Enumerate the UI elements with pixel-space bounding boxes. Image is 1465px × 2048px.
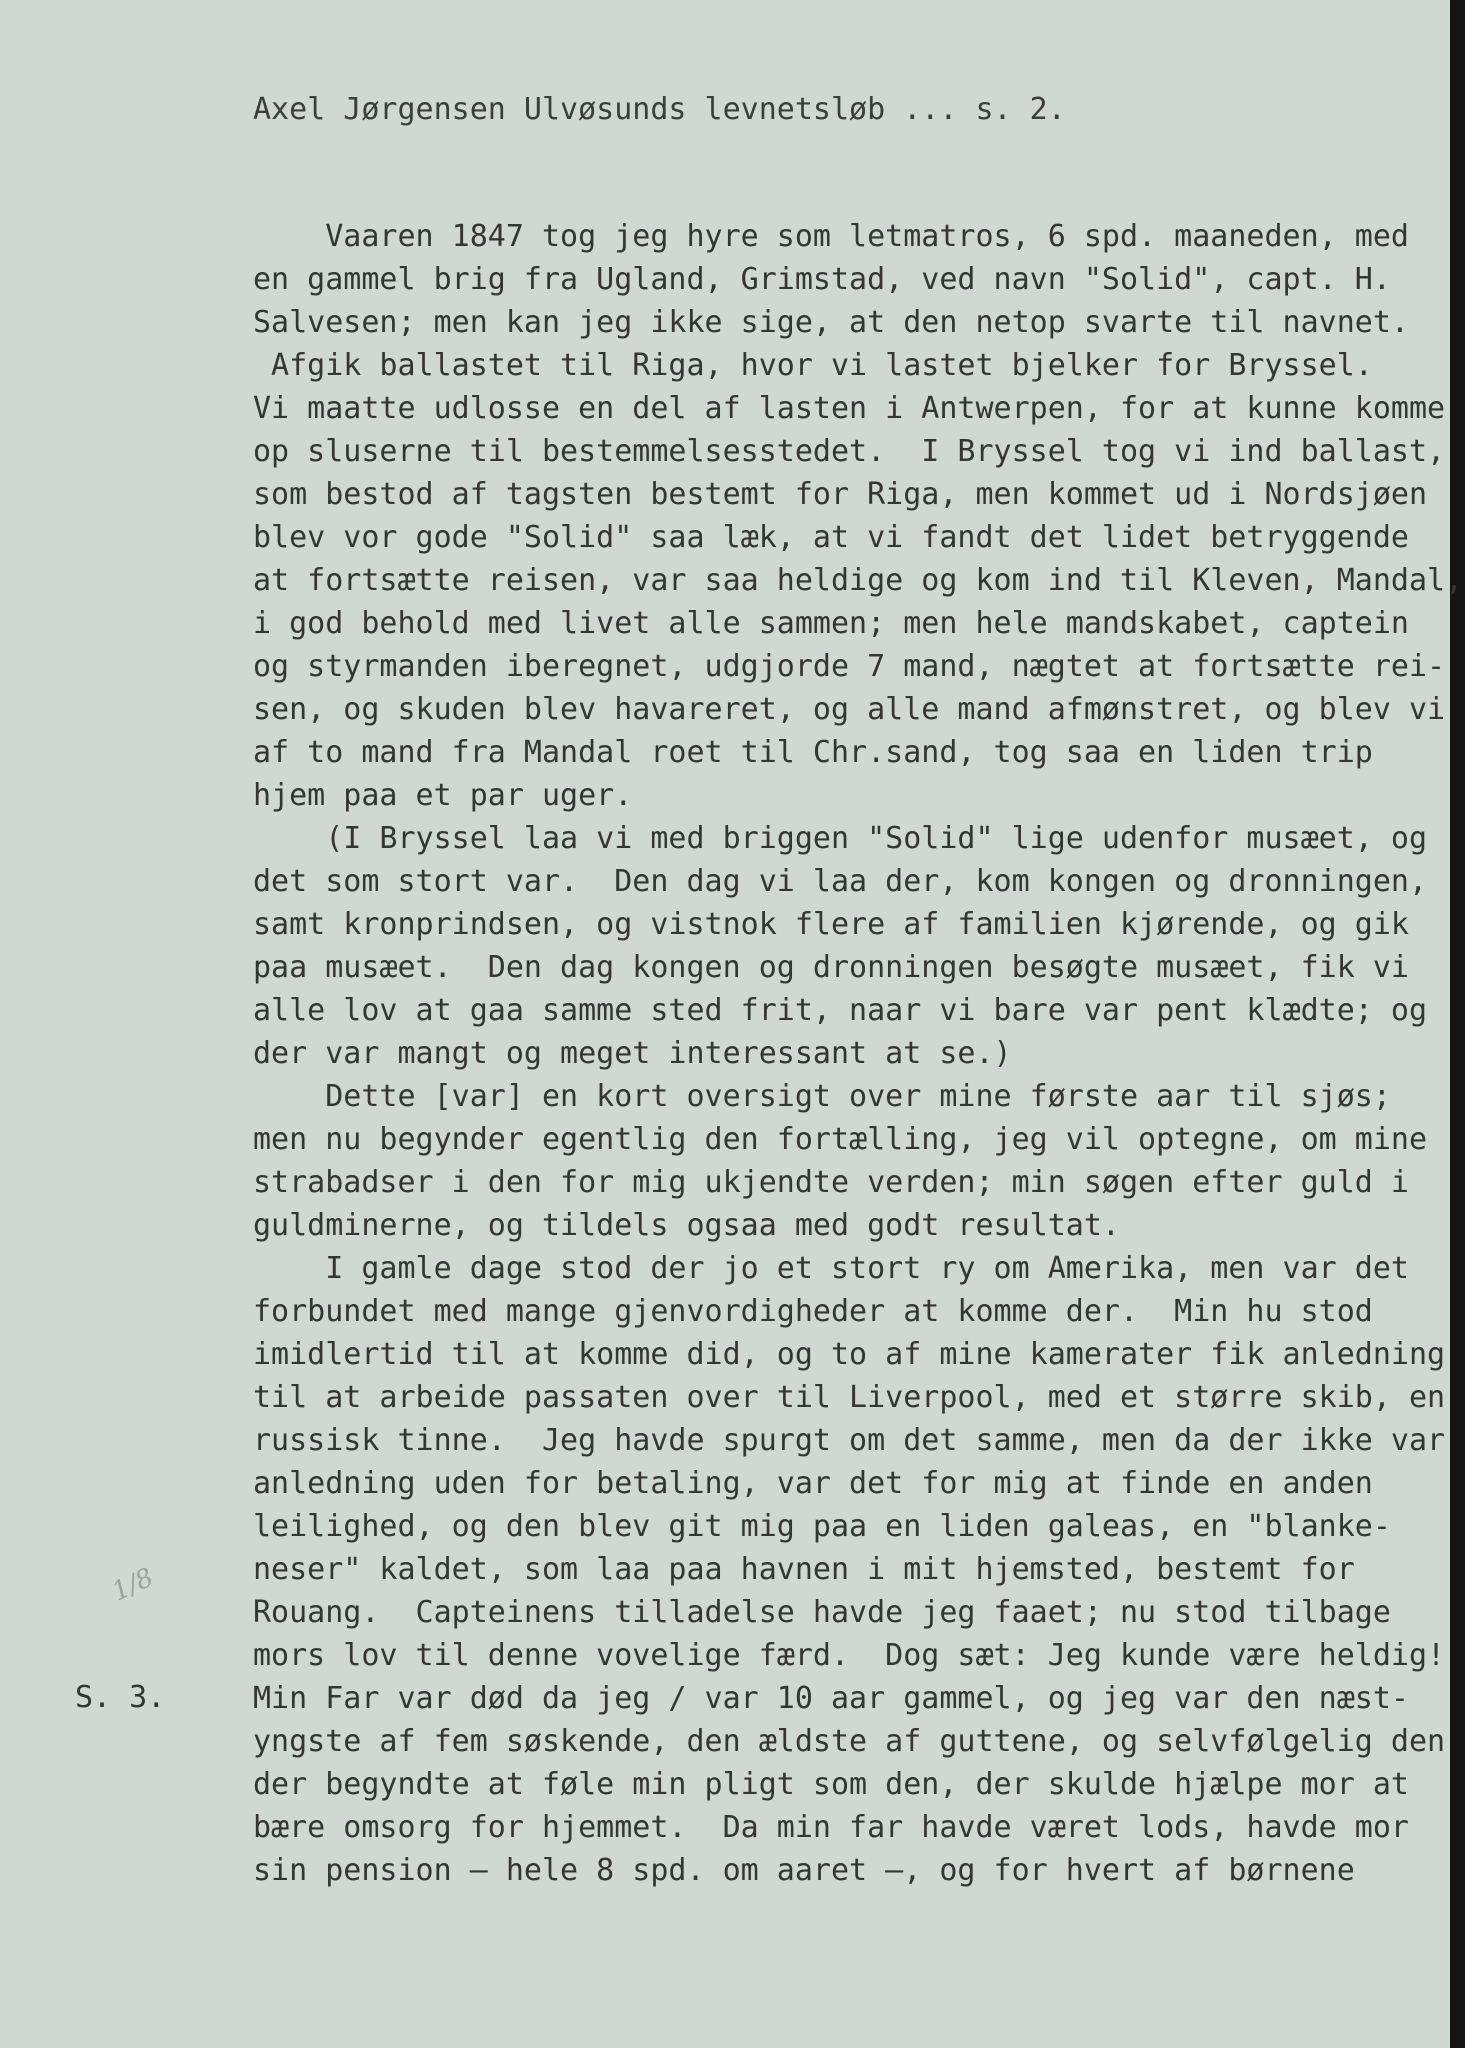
text-line: sen, og skuden blev havareret, og alle mand afmønstret, og blev vi bbox=[253, 692, 1446, 727]
text-line: forbundet med mange gjenvordigheder at komme der. Min hu stod bbox=[253, 1294, 1373, 1329]
text-line: hjem paa et par uger. bbox=[253, 778, 633, 813]
text-line: men nu begynder egentlig den fortælling, jeg vil optegne, om mine bbox=[253, 1122, 1427, 1157]
margin-page-note: S. 3. bbox=[75, 1680, 166, 1715]
text-line: russisk tinne. Jeg havde spurgt om det samme, men da der ikke var bbox=[253, 1423, 1446, 1458]
text-line: og styrmanden iberegnet, udgjorde 7 mand, nægtet at fortsætte rei- bbox=[253, 649, 1446, 684]
text-line: imidlertid til at komme did, og to af mine kamerater fik anledning bbox=[253, 1337, 1446, 1372]
text-line: sin pension — hele 8 spd. om aaret —, og for hvert af børnene bbox=[253, 1853, 1355, 1888]
text-line: det som stort var. Den dag vi laa der, kom kongen og dronningen, bbox=[253, 864, 1427, 899]
text-line: samt kronprindsen, og vistnok flere af familien kjørende, og gik bbox=[253, 907, 1409, 942]
text-line: strabadser i den for mig ukjendte verden; min søgen efter guld i bbox=[253, 1165, 1409, 1200]
text-line: i god behold med livet alle sammen; men hele mandskabet, captein bbox=[253, 606, 1409, 641]
text-line: Vaaren 1847 tog jeg hyre som letmatros, 6 spd. maaneden, med bbox=[253, 219, 1409, 254]
text-line: en gammel brig fra Ugland, Grimstad, ved navn "Solid", capt. H. bbox=[253, 262, 1391, 297]
text-line: leilighed, og den blev git mig paa en liden galeas, en "blanke- bbox=[253, 1509, 1391, 1544]
text-line: guldminerne, og tildels ogsaa med godt resultat. bbox=[253, 1208, 1120, 1243]
text-line: Afgik ballastet til Riga, hvor vi lastet bjelker for Bryssel. bbox=[253, 348, 1373, 383]
text-line: Rouang. Capteinens tilladelse havde jeg faaet; nu stod tilbage bbox=[253, 1595, 1391, 1630]
text-line: Vi maatte udlosse en del af lasten i Antwerpen, for at kunne komme bbox=[253, 391, 1446, 426]
text-line: der var mangt og meget interessant at se.) bbox=[253, 1036, 1012, 1071]
text-line: alle lov at gaa samme sted frit, naar vi bare var pent klædte; og bbox=[253, 993, 1427, 1028]
text-line: Dette [var] en kort oversigt over mine første aar til sjøs; bbox=[253, 1079, 1391, 1114]
text-line: Min Far var død da jeg / var 10 aar gammel, og jeg var den næst- bbox=[253, 1681, 1409, 1716]
text-line: at fortsætte reisen, var saa heldige og kom ind til Kleven, Mandal, bbox=[253, 563, 1464, 598]
text-line: bære omsorg for hjemmet. Da min far havde været lods, havde mor bbox=[253, 1810, 1409, 1845]
text-line: som bestod af tagsten bestemt for Riga, men kommet ud i Nordsjøen bbox=[253, 477, 1427, 512]
text-line: anledning uden for betaling, var det for mig at finde en anden bbox=[253, 1466, 1373, 1501]
text-line: af to mand fra Mandal roet til Chr.sand, tog saa en liden trip bbox=[253, 735, 1373, 770]
text-line: (I Bryssel laa vi med briggen "Solid" lige udenfor musæet, og bbox=[253, 821, 1427, 856]
text-line: yngste af fem søskende, den ældste af guttene, og selvfølgelig den bbox=[253, 1724, 1446, 1759]
page-header: Axel Jørgensen Ulvøsunds levnetsløb ... s. 2. bbox=[253, 92, 1066, 127]
text-line: der begyndte at føle min pligt som den, der skulde hjælpe mor at bbox=[253, 1767, 1409, 1802]
text-line: til at arbeide passaten over til Liverpool, med et større skib, en bbox=[253, 1380, 1446, 1415]
text-line: mors lov til denne vovelige færd. Dog sæt: Jeg kunde være heldig! bbox=[253, 1638, 1446, 1673]
pencil-annotation: 1/8 bbox=[107, 1562, 159, 1608]
text-line: paa musæet. Den dag kongen og dronningen besøgte musæet, fik vi bbox=[253, 950, 1409, 985]
text-line: I gamle dage stod der jo et stort ry om Amerika, men var det bbox=[253, 1251, 1409, 1286]
text-line: Salvesen; men kan jeg ikke sige, at den netop svarte til navnet. bbox=[253, 305, 1409, 340]
text-line: neser" kaldet, som laa paa havnen i mit hjemsted, bestemt for bbox=[253, 1552, 1355, 1587]
text-line: blev vor gode "Solid" saa læk, at vi fandt det lidet betryggende bbox=[253, 520, 1409, 555]
body-text bbox=[253, 215, 1464, 1892]
text-line: op sluserne til bestemmelsesstedet. I Bryssel tog vi ind ballast, bbox=[253, 434, 1446, 469]
